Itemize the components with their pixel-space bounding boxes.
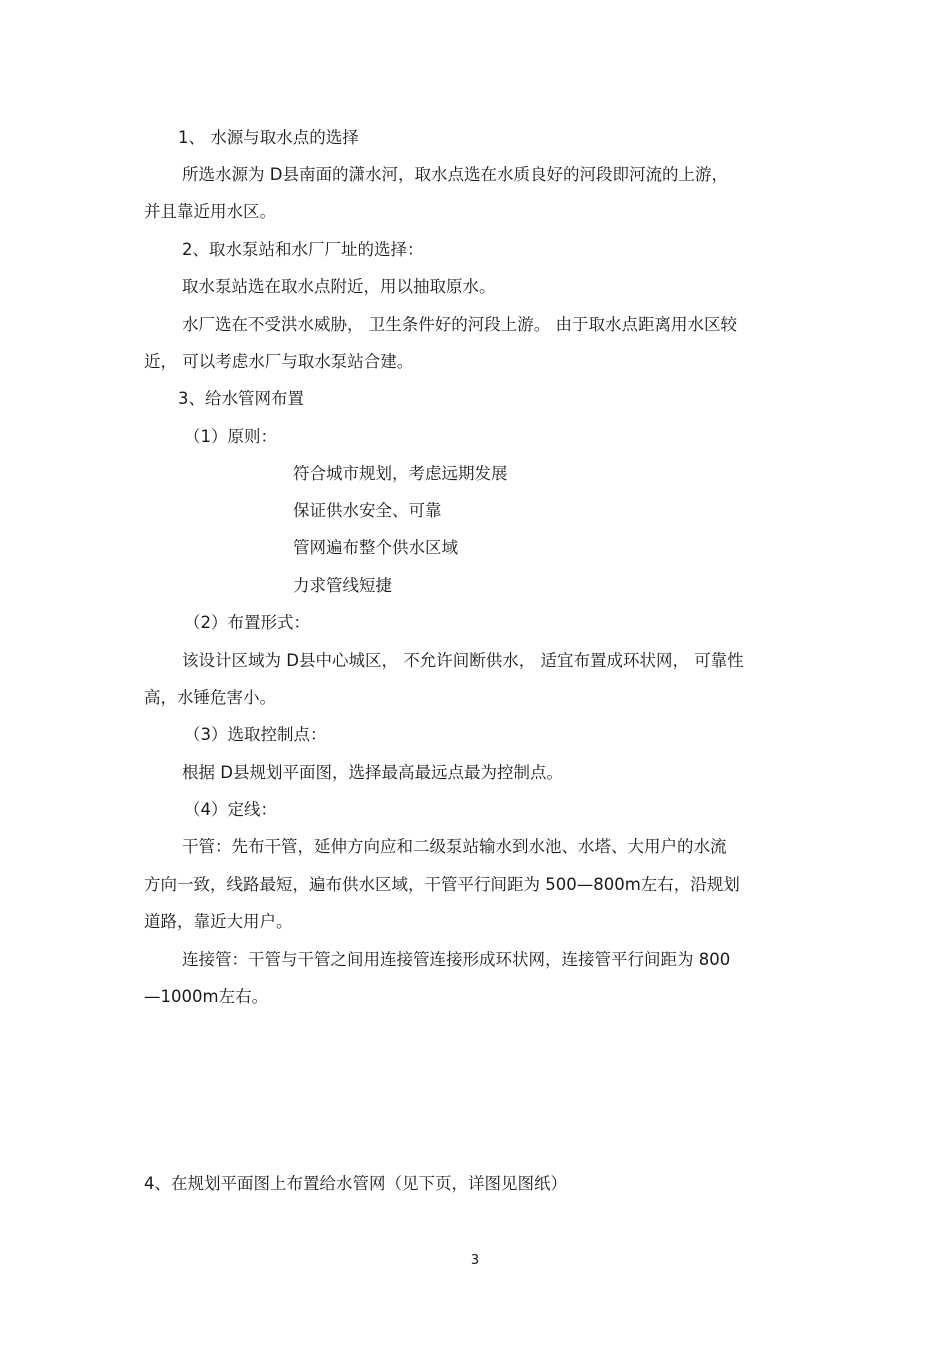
- paragraph-line: 干管：先布干管，延伸方向应和二级泵站输水到水池、水塔、大用户的水流: [182, 837, 727, 856]
- heading-pipe-network: 3、给水管网布置: [178, 389, 304, 408]
- paragraph-line: 水厂选在不受洪水威胁， 卫生条件好的河段上游。 由于取水点距离用水区较: [182, 315, 737, 334]
- heading-network-layout: 4、在规划平面图上布置给水管网（见下页，详图见图纸）: [144, 1174, 567, 1193]
- paragraph-line: 所选水源为 D县南面的潇水河，取水点选在水质良好的河段即河流的上游，: [182, 165, 728, 184]
- heading-plant-site: 2、取水泵站和水厂厂址的选择：: [182, 240, 424, 259]
- paragraph-line: 根据 D县规划平面图，选择最高最远点最为控制点。: [182, 763, 563, 782]
- page-number: 3: [470, 1253, 480, 1268]
- paragraph-line: 高，水锤危害小。: [144, 688, 276, 707]
- principle-item: 管网遍布整个供水区域: [293, 538, 458, 557]
- paragraph-line: 取水泵站选在取水点附近，用以抽取原水。: [182, 277, 496, 296]
- principle-item: 符合城市规划，考虑远期发展: [293, 464, 508, 483]
- paragraph-line: 并且靠近用水区。: [144, 202, 276, 221]
- subheading-routing: （4）定线：: [184, 800, 277, 819]
- principle-item: 力求管线短捷: [293, 576, 392, 595]
- heading-water-source: 1、 水源与取水点的选择: [178, 128, 359, 147]
- paragraph-line: 道路，靠近大用户。: [144, 912, 293, 931]
- paragraph-line: —1000m左右。: [144, 987, 269, 1006]
- subheading-layout: （2）布置形式：: [184, 613, 310, 632]
- paragraph-line: 近， 可以考虑水厂与取水泵站合建。: [144, 352, 414, 371]
- paragraph-line: 方向一致，线路最短，遍布供水区域，干管平行间距为 500—800m左右，沿规划: [144, 875, 740, 894]
- paragraph-line: 连接管：干管与干管之间用连接管连接形成环状网，连接管平行间距为 800: [182, 950, 731, 969]
- subheading-principles: （1）原则：: [184, 427, 277, 446]
- subheading-control-point: （3）选取控制点：: [184, 725, 327, 744]
- paragraph-line: 该设计区域为 D县中心城区， 不允许间断供水， 适宜布置成环状网， 可靠性: [182, 651, 744, 670]
- principle-item: 保证供水安全、可靠: [293, 501, 442, 520]
